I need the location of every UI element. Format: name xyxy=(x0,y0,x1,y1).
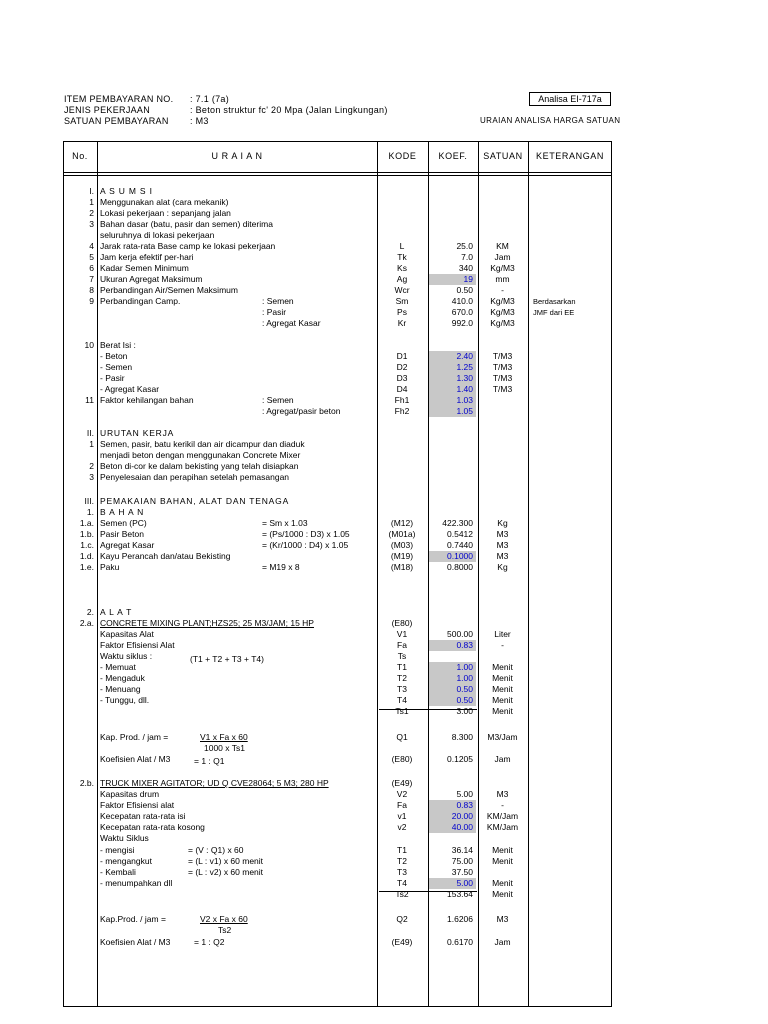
row-satuan: Jam xyxy=(494,754,511,764)
row-description: Kapasitas drum xyxy=(100,789,160,799)
table-row xyxy=(0,607,768,618)
row-koef: 1.00 xyxy=(429,673,476,684)
sum-rule xyxy=(379,709,477,710)
row-description: Menggunakan alat (cara mekanik) xyxy=(100,197,229,207)
table-row xyxy=(0,507,768,518)
row-no: II. xyxy=(86,428,94,438)
table-row xyxy=(0,640,768,651)
row-description: Lokasi pekerjaan : sepanjang jalan xyxy=(100,208,231,218)
row-description: Koefisien Alat / M3 xyxy=(100,754,171,764)
table-row xyxy=(0,518,768,529)
row-no: 7 xyxy=(89,274,94,284)
row-koef: 340 xyxy=(458,263,473,273)
row-description: - Kembali xyxy=(100,867,136,877)
row-kode: (E80) xyxy=(391,618,413,628)
col-header-kode: KODE xyxy=(388,151,417,161)
row-koef: 20.00 xyxy=(429,811,476,822)
row-kode: T3 xyxy=(397,867,407,877)
q2-denominator: Ts2 xyxy=(218,925,232,935)
row-no: 8 xyxy=(89,285,94,295)
row-koef: 3.00 xyxy=(456,706,473,716)
row-kode: T4 xyxy=(397,878,407,888)
table-row xyxy=(0,197,768,208)
row-koef: 422.300 xyxy=(442,518,473,528)
row-koef: 500.00 xyxy=(447,629,473,639)
row-kode: Fh1 xyxy=(394,395,410,405)
row-satuan: T/M3 xyxy=(492,373,513,383)
table-row xyxy=(0,878,768,889)
row-keterangan: Berdasarkan xyxy=(533,297,576,306)
row-formula: : Pasir xyxy=(262,307,287,317)
row-kode: v1 xyxy=(397,811,407,821)
row-koef: 153.64 xyxy=(447,889,473,899)
table-row xyxy=(0,274,768,285)
item-label: ITEM PEMBAYARAN NO. xyxy=(64,94,174,104)
table-row xyxy=(0,285,768,296)
row-description: TRUCK MIXER AGITATOR; UD Q CVE28064; 5 M3; 280 HP xyxy=(100,778,329,788)
row-description: - mengangkut xyxy=(100,856,152,866)
row-description: Perbandingan Air/Semen Maksimum xyxy=(100,285,238,295)
row-koef: 670.0 xyxy=(451,307,473,317)
row-kode: V2 xyxy=(396,789,408,799)
row-satuan: Menit xyxy=(492,845,513,855)
row-kode: (M19) xyxy=(390,551,414,561)
row-satuan: M3 xyxy=(496,540,509,550)
row-koef: 36.14 xyxy=(451,845,473,855)
row-no: 2.b. xyxy=(79,778,94,788)
row-formula: = (Kr/1000 : D4) x 1.05 xyxy=(262,540,349,550)
row-description: PEMAKAIAN BAHAN, ALAT DAN TENAGA xyxy=(100,496,290,506)
row-no: 1 xyxy=(89,197,94,207)
satuan-value: : M3 xyxy=(190,116,209,126)
row-description: - Tunggu, dll. xyxy=(100,695,150,705)
row-kode: (M18) xyxy=(390,562,414,572)
table-row xyxy=(0,252,768,263)
row-koef: 0.6170 xyxy=(447,937,473,947)
table-row xyxy=(0,362,768,373)
row-satuan: Menit xyxy=(492,856,513,866)
row-description: Waktu siklus : xyxy=(100,651,153,661)
table-row xyxy=(0,406,768,417)
table-row xyxy=(0,562,768,573)
row-satuan: Kg/M3 xyxy=(490,307,515,317)
row-no: 3 xyxy=(89,219,94,229)
table-row xyxy=(0,219,768,230)
row-description: Ukuran Agregat Maksimum xyxy=(100,274,203,284)
row-kode: D2 xyxy=(396,362,408,372)
row-description: Semen (PC) xyxy=(100,518,147,528)
ts-formula: (T1 + T2 + T3 + T4) xyxy=(190,654,264,664)
row-kode: Fa xyxy=(397,800,407,810)
row-formula: : Agregat/pasir beton xyxy=(262,406,341,416)
row-satuan: T/M3 xyxy=(492,384,513,394)
table-row xyxy=(0,472,768,483)
row-description: - Semen xyxy=(100,362,133,372)
row-koef: 37.50 xyxy=(451,867,473,877)
table-row xyxy=(0,318,768,329)
table-row xyxy=(0,428,768,439)
row-koef: 5.00 xyxy=(429,878,476,889)
table-row xyxy=(0,800,768,811)
row-koef: 1.6206 xyxy=(447,914,473,924)
row-description: A L A T xyxy=(100,607,133,617)
row-description: Kapasitas Alat xyxy=(100,629,154,639)
row-kode: D4 xyxy=(396,384,408,394)
row-no: 1.e. xyxy=(79,562,94,572)
row-koef: 75.00 xyxy=(451,856,473,866)
row-koef: 0.1000 xyxy=(429,551,476,562)
row-no: 1. xyxy=(86,507,94,517)
row-kode: Ks xyxy=(397,263,407,273)
table-row xyxy=(0,673,768,684)
row-satuan: Kg xyxy=(497,562,508,572)
row-koef: 0.7440 xyxy=(447,540,473,550)
table-row xyxy=(0,450,768,461)
row-kode: Ts xyxy=(397,651,407,661)
row-satuan: KM xyxy=(496,241,509,251)
table-row xyxy=(0,263,768,274)
row-kode: D1 xyxy=(396,351,408,361)
row-kode: Q1 xyxy=(396,732,408,742)
mengisi-formula: = (V : Q1) x 60 xyxy=(188,845,244,855)
row-koef: 1.05 xyxy=(429,406,476,417)
row-kode: T3 xyxy=(397,684,407,694)
row-formula: = M19 x 8 xyxy=(262,562,300,572)
row-kode: (E80) xyxy=(391,754,413,764)
table-row xyxy=(0,307,768,318)
row-no: 3 xyxy=(89,472,94,482)
col-header-uraian: U R A I A N xyxy=(211,151,263,161)
row-description: A S U M S I xyxy=(100,186,153,196)
row-satuan: mm xyxy=(495,274,510,284)
row-no: 11 xyxy=(85,395,94,405)
row-description: Koefisien Alat / M3 xyxy=(100,937,171,947)
jenis-value: : Beton struktur fc' 20 Mpa (Jalan Lingkungan) xyxy=(190,105,388,115)
row-koef: 8.300 xyxy=(451,732,473,742)
row-koef: 1.25 xyxy=(429,362,476,373)
header-rule xyxy=(63,172,612,173)
row-koef: 5.00 xyxy=(456,789,473,799)
row-no: 2 xyxy=(89,461,94,471)
row-koef: 7.0 xyxy=(461,252,473,262)
table-row xyxy=(0,833,768,844)
table-row xyxy=(0,540,768,551)
row-kode: T1 xyxy=(397,662,407,672)
row-kode: L xyxy=(399,241,405,251)
row-koef: 25.0 xyxy=(456,241,473,251)
row-koef: 40.00 xyxy=(429,822,476,833)
row-satuan: Jam xyxy=(494,252,511,262)
row-satuan: Menit xyxy=(492,673,513,683)
row-description: Faktor Efisiensi Alat xyxy=(100,640,175,650)
row-satuan: - xyxy=(501,640,504,650)
row-koef: 19 xyxy=(429,274,476,285)
row-kode: (E49) xyxy=(391,778,413,788)
row-description: Penyelesaian dan perapihan setelah pemasangan xyxy=(100,472,290,482)
row-no: I. xyxy=(89,186,94,196)
row-satuan: Kg/M3 xyxy=(490,263,515,273)
row-satuan: Liter xyxy=(494,629,511,639)
row-description: URUTAN KERJA xyxy=(100,428,175,438)
row-no: III. xyxy=(84,496,94,506)
row-description: - mengisi xyxy=(100,845,135,855)
row-description: Kecepatan rata-rata kosong xyxy=(100,822,205,832)
row-satuan: Menit xyxy=(492,695,513,705)
table-row xyxy=(0,706,768,717)
row-description: - Memuat xyxy=(100,662,136,672)
row-description: Bahan dasar (batu, pasir dan semen) diterima xyxy=(100,219,273,229)
row-kode: Tk xyxy=(397,252,407,262)
row-satuan: M3/Jam xyxy=(487,732,518,742)
row-kode: Ts1 xyxy=(395,706,409,716)
row-kode: Ts2 xyxy=(395,889,409,899)
row-no: 1.b. xyxy=(79,529,94,539)
row-satuan: Kg/M3 xyxy=(490,296,515,306)
table-row xyxy=(0,241,768,252)
row-kode: Ag xyxy=(396,274,408,284)
row-koef: 1.00 xyxy=(429,662,476,673)
row-description: Jarak rata-rata Base camp ke lokasi pekerjaan xyxy=(100,241,276,251)
row-description: Waktu Siklus xyxy=(100,833,149,843)
row-kode: (M01a) xyxy=(388,529,416,539)
row-no: 2 xyxy=(89,208,94,218)
row-koef: 0.50 xyxy=(429,695,476,706)
row-koef: 0.83 xyxy=(429,640,476,651)
row-formula: = Sm x 1.03 xyxy=(262,518,308,528)
row-description: Kap. Prod. / jam = xyxy=(100,732,169,742)
table-row xyxy=(0,778,768,789)
table-row xyxy=(0,551,768,562)
row-no: 9 xyxy=(89,296,94,306)
row-no: 10 xyxy=(84,340,94,350)
row-koef: 0.50 xyxy=(456,285,473,295)
row-kode: T2 xyxy=(397,673,407,683)
col-header-no: No. xyxy=(72,151,88,161)
row-satuan: Menit xyxy=(492,889,513,899)
row-formula: : Semen xyxy=(262,296,294,306)
row-description: Jam kerja efektif per-hari xyxy=(100,252,194,262)
table-row xyxy=(0,789,768,800)
row-kode: Fh2 xyxy=(394,406,410,416)
col-header-koef: KOEF. xyxy=(438,151,468,161)
row-formula: : Agregat Kasar xyxy=(262,318,321,328)
row-description: Kap.Prod. / jam = xyxy=(100,914,166,924)
row-satuan: Menit xyxy=(492,706,513,716)
row-satuan: - xyxy=(501,800,504,810)
row-description: CONCRETE MIXING PLANT;HZS25; 25 M3/JAM; 15 HP xyxy=(100,618,314,628)
row-no: 2.a. xyxy=(79,618,94,628)
row-koef: 410.0 xyxy=(451,296,473,306)
row-no: 1.d. xyxy=(79,551,94,561)
row-description: - Agregat Kasar xyxy=(100,384,160,394)
row-koef: 1.03 xyxy=(429,395,476,406)
row-satuan: M3 xyxy=(496,789,509,799)
row-koef: 1.40 xyxy=(429,384,476,395)
header-rule xyxy=(63,175,612,176)
row-koef: 2.40 xyxy=(429,351,476,362)
row-description: menjadi beton dengan menggunakan Concrete Mixer xyxy=(100,450,301,460)
row-description: B A H A N xyxy=(100,507,145,517)
row-koef: 0.1205 xyxy=(447,754,473,764)
row-kode: T4 xyxy=(397,695,407,705)
row-kode: Q2 xyxy=(396,914,408,924)
row-satuan: Menit xyxy=(492,662,513,672)
jenis-label: JENIS PEKERJAAN xyxy=(64,105,151,115)
row-kode: T1 xyxy=(397,845,407,855)
row-satuan: M3 xyxy=(496,551,509,561)
satuan-label: SATUAN PEMBAYARAN xyxy=(64,116,169,126)
table-row xyxy=(0,186,768,197)
row-formula: : Semen xyxy=(262,395,294,405)
row-no: 6 xyxy=(89,263,94,273)
row-description: Kadar Semen Minimum xyxy=(100,263,189,273)
table-row xyxy=(0,811,768,822)
col-header-keterangan: KETERANGAN xyxy=(535,151,604,161)
table-row xyxy=(0,439,768,450)
table-row xyxy=(0,618,768,629)
row-description: seluruhnya di lokasi pekerjaan xyxy=(100,230,215,240)
row-kode: Sm xyxy=(395,296,409,306)
col-header-satuan: SATUAN xyxy=(483,151,523,161)
row-satuan: Menit xyxy=(492,878,513,888)
table-row xyxy=(0,695,768,706)
table-row xyxy=(0,384,768,395)
row-kode: Kr xyxy=(397,318,407,328)
table-row xyxy=(0,340,768,351)
table-row xyxy=(0,496,768,507)
row-description: - Mengaduk xyxy=(100,673,145,683)
table-row xyxy=(0,351,768,362)
row-description: Faktor kehilangan bahan xyxy=(100,395,194,405)
row-kode: (M03) xyxy=(390,540,414,550)
row-satuan: M3 xyxy=(496,529,509,539)
q2-coef-formula: = 1 : Q2 xyxy=(194,937,225,947)
table-row xyxy=(0,529,768,540)
q1-numerator: V1 x Fa x 60 xyxy=(200,732,248,742)
row-no: 1 xyxy=(89,439,94,449)
row-description: - menumpahkan dll xyxy=(100,878,173,888)
row-no: 4 xyxy=(89,241,94,251)
q1-coef-formula: = 1 : Q1 xyxy=(194,756,225,766)
row-satuan: M3 xyxy=(496,914,509,924)
row-koef: 0.5412 xyxy=(447,529,473,539)
row-satuan: Kg xyxy=(497,518,508,528)
row-description: - Beton xyxy=(100,351,128,361)
row-satuan: - xyxy=(501,285,504,295)
row-formula: = (Ps/1000 : D3) x 1.05 xyxy=(262,529,350,539)
row-description: Pasir Beton xyxy=(100,529,144,539)
row-koef: 1.30 xyxy=(429,373,476,384)
table-row xyxy=(0,296,768,307)
table-row xyxy=(0,395,768,406)
row-no: 1.a. xyxy=(79,518,94,528)
row-description: Agregat Kasar xyxy=(100,540,155,550)
table-row xyxy=(0,461,768,472)
table-row xyxy=(0,822,768,833)
row-description: Paku xyxy=(100,562,120,572)
row-kode: D3 xyxy=(396,373,408,383)
table-row xyxy=(0,373,768,384)
table-row xyxy=(0,629,768,640)
row-kode: Ps xyxy=(397,307,407,317)
row-satuan: KM/Jam xyxy=(486,811,519,821)
row-description: - Pasir xyxy=(100,373,125,383)
row-satuan: Menit xyxy=(492,684,513,694)
row-satuan: Jam xyxy=(494,937,511,947)
item-value: : 7.1 (7a) xyxy=(190,94,230,104)
table-row xyxy=(0,208,768,219)
row-description: Perbandingan Camp. xyxy=(100,296,181,306)
row-satuan: T/M3 xyxy=(492,362,513,372)
row-description: Beton di-cor ke dalam bekisting yang telah disiapkan xyxy=(100,461,299,471)
kembali-formula: = (L : v2) x 60 menit xyxy=(188,867,264,877)
row-kode: T2 xyxy=(397,856,407,866)
row-kode: (M12) xyxy=(390,518,414,528)
row-kode: V1 xyxy=(396,629,408,639)
row-kode: Wcr xyxy=(394,285,410,295)
row-no: 5 xyxy=(89,252,94,262)
row-kode: Fa xyxy=(397,640,407,650)
analisa-code-box: Analisa EI-717a xyxy=(529,92,611,106)
row-description: Semen, pasir, batu kerikil dan air dicampur dan diaduk xyxy=(100,439,305,449)
uraian-title: URAIAN ANALISA HARGA SATUAN xyxy=(480,116,621,125)
row-kode: v2 xyxy=(397,822,407,832)
row-description: - Menuang xyxy=(100,684,141,694)
row-satuan: Kg/M3 xyxy=(490,318,515,328)
sum-rule xyxy=(379,891,477,892)
row-description: Kayu Perancah dan/atau Bekisting xyxy=(100,551,231,561)
row-koef: 0.83 xyxy=(429,800,476,811)
row-koef: 992.0 xyxy=(451,318,473,328)
row-satuan: T/M3 xyxy=(492,351,513,361)
q1-denominator: 1000 x Ts1 xyxy=(204,743,245,753)
row-no: 1.c. xyxy=(80,540,94,550)
table-row xyxy=(0,684,768,695)
row-description: Faktor Efisiensi alat xyxy=(100,800,175,810)
q2-numerator: V2 x Fa x 60 xyxy=(200,914,248,924)
row-koef: 0.50 xyxy=(429,684,476,695)
row-keterangan: JMF dari EE xyxy=(533,308,575,317)
mengangkut-formula: = (L : v1) x 60 menit xyxy=(188,856,264,866)
row-description: Kecepatan rata-rata isi xyxy=(100,811,186,821)
row-description: Berat Isi : xyxy=(100,340,136,350)
row-koef: 0.8000 xyxy=(447,562,473,572)
row-kode: (E49) xyxy=(391,937,413,947)
row-satuan: KM/Jam xyxy=(486,822,519,832)
table-row xyxy=(0,230,768,241)
row-no: 2. xyxy=(86,607,94,617)
